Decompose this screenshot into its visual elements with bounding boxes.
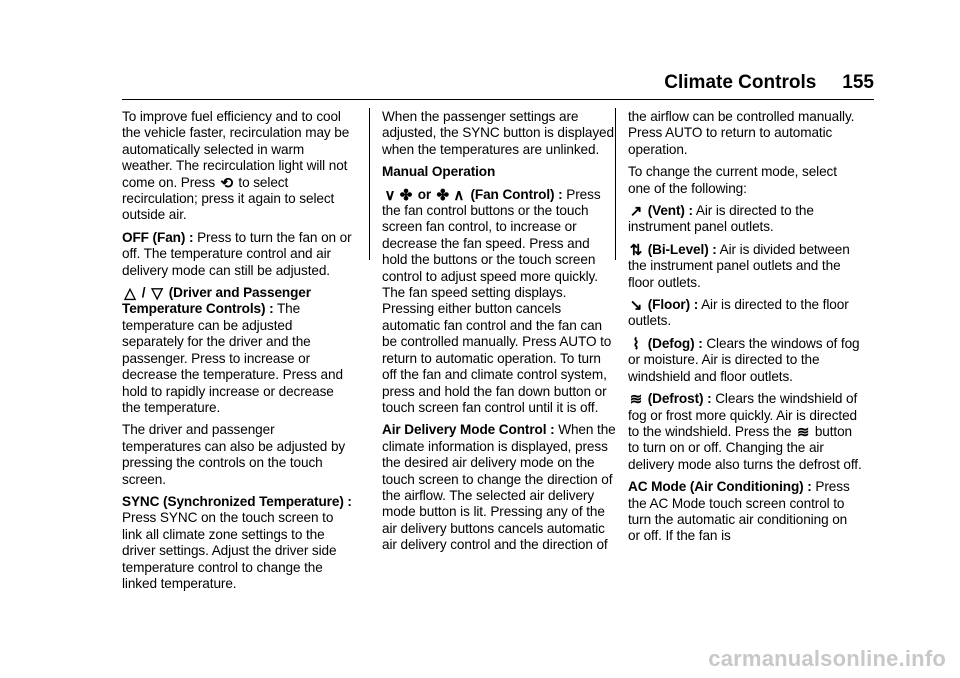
fan-up-icon: ∧ xyxy=(453,186,465,204)
ac-mode-paragraph: AC Mode (Air Conditioning) : Press the AC Mode touch screen control to turn the automatic air conditioning on or off. If the fan is xyxy=(628,479,850,544)
column-divider-1 xyxy=(369,108,370,260)
floor-paragraph: ↘ (Floor) : Air is directed to the floor outlets. xyxy=(628,297,849,329)
vent-paragraph: ↗ (Vent) : Air is directed to the instrument panel outlets. xyxy=(628,203,814,235)
column-1 xyxy=(122,109,356,598)
page-number: 155 xyxy=(842,72,874,93)
airflow-paragraph: the airflow can be controlled manually. Press AUTO to return to automatic operation. xyxy=(628,109,855,157)
sync-unlinked-paragraph: When the passenger settings are adjusted, the SYNC button is displayed when the temperatures are unlinked. xyxy=(382,109,614,157)
column-3 xyxy=(628,109,862,551)
defrost-paragraph: ≋ (Defrost) : Clears the windshield of fog or frost more quickly. Air is directed to the windshield. Press the ≋ button to turn on or off. Changing the air delivery mode also turns the defrost off. xyxy=(628,391,862,472)
fan-control-paragraph: ∨ ✤ or ✤ ∧ (Fan Control) : Press the fan control buttons or the touch screen fan control, to increase or decrease the fan speed. Press and hold the buttons or the touch screen control to adjust speed more quickly. The fan speed setting displays. Pressing either button cancels automatic fan control and the fan can be controlled manually. Press AUTO to return to automatic operation. To turn off the fan and climate control system, press and hold the fan down button or touch screen fan control until it is off. xyxy=(382,186,612,415)
column-2 xyxy=(382,109,616,560)
floor-icon: ↘ xyxy=(629,297,643,315)
fan-icon: ✤ xyxy=(436,186,450,204)
bilevel-icon: ⇅ xyxy=(629,241,643,259)
watermark: carmanualsonline.info xyxy=(708,646,946,671)
temp-down-icon: ▽ xyxy=(151,285,163,303)
page-header xyxy=(664,72,874,94)
section-title: Climate Controls xyxy=(664,72,817,93)
touch-screen-temp-paragraph: The driver and passenger temperatures can also be adjusted by pressing the controls on the touch screen. xyxy=(122,422,346,487)
bilevel-paragraph: ⇅ (Bi-Level) : Air is divided between the instrument panel outlets and the floor outlets. xyxy=(628,241,850,290)
vent-icon: ↗ xyxy=(629,203,643,221)
mode-intro-paragraph: To change the current mode, select one of the following: xyxy=(628,164,837,196)
fan-down-icon: ∨ xyxy=(384,186,396,204)
temp-up-icon: △ xyxy=(124,285,136,303)
recirculation-icon: ⟲ xyxy=(220,174,233,192)
temp-controls-paragraph: △ / ▽ (Driver and Passenger Temperature Controls) : The temperature can be adjusted separately for the driver and the passenger. Press to increase or decrease the temperature. Press and hold to rapidly increase or decrease the temperature. xyxy=(122,285,343,415)
air-delivery-paragraph: Air Delivery Mode Control : When the climate information is displayed, press the desired air delivery mode on the touch screen to change the direction of the airflow. The selected air delivery mode button is lit. Pressing any of the air delivery buttons cancels automatic air delivery control and the direction of xyxy=(382,422,616,553)
off-fan-paragraph: OFF (Fan) : Press to turn the fan on or off. The temperature control and air delivery mode can still be adjusted. xyxy=(122,229,352,278)
defrost-icon: ≋ xyxy=(629,391,643,409)
recirc-paragraph: To improve fuel efficiency and to cool the vehicle faster, recirculation may be automatically selected in warm weather. The recirculation light will not come on. Press ⟲ to select recirculation; press it again to select outside air. xyxy=(122,109,350,223)
header-rule xyxy=(122,99,874,100)
defog-icon: ⌇ xyxy=(632,335,640,353)
column-divider-2 xyxy=(615,108,616,260)
sync-paragraph: SYNC (Synchronized Temperature) : Press SYNC on the touch screen to link all climate zone settings to the driver settings. Adjust the driver side temperature control to change the linked temperature. xyxy=(122,493,352,591)
manual-operation-heading: Manual Operation xyxy=(382,164,496,180)
defog-paragraph: ⌇ (Defog) : Clears the windows of fog or moisture. Air is directed to the windshield and floor outlets. xyxy=(628,335,860,384)
fan-icon: ✤ xyxy=(399,186,413,204)
defrost-icon: ≋ xyxy=(796,423,810,441)
